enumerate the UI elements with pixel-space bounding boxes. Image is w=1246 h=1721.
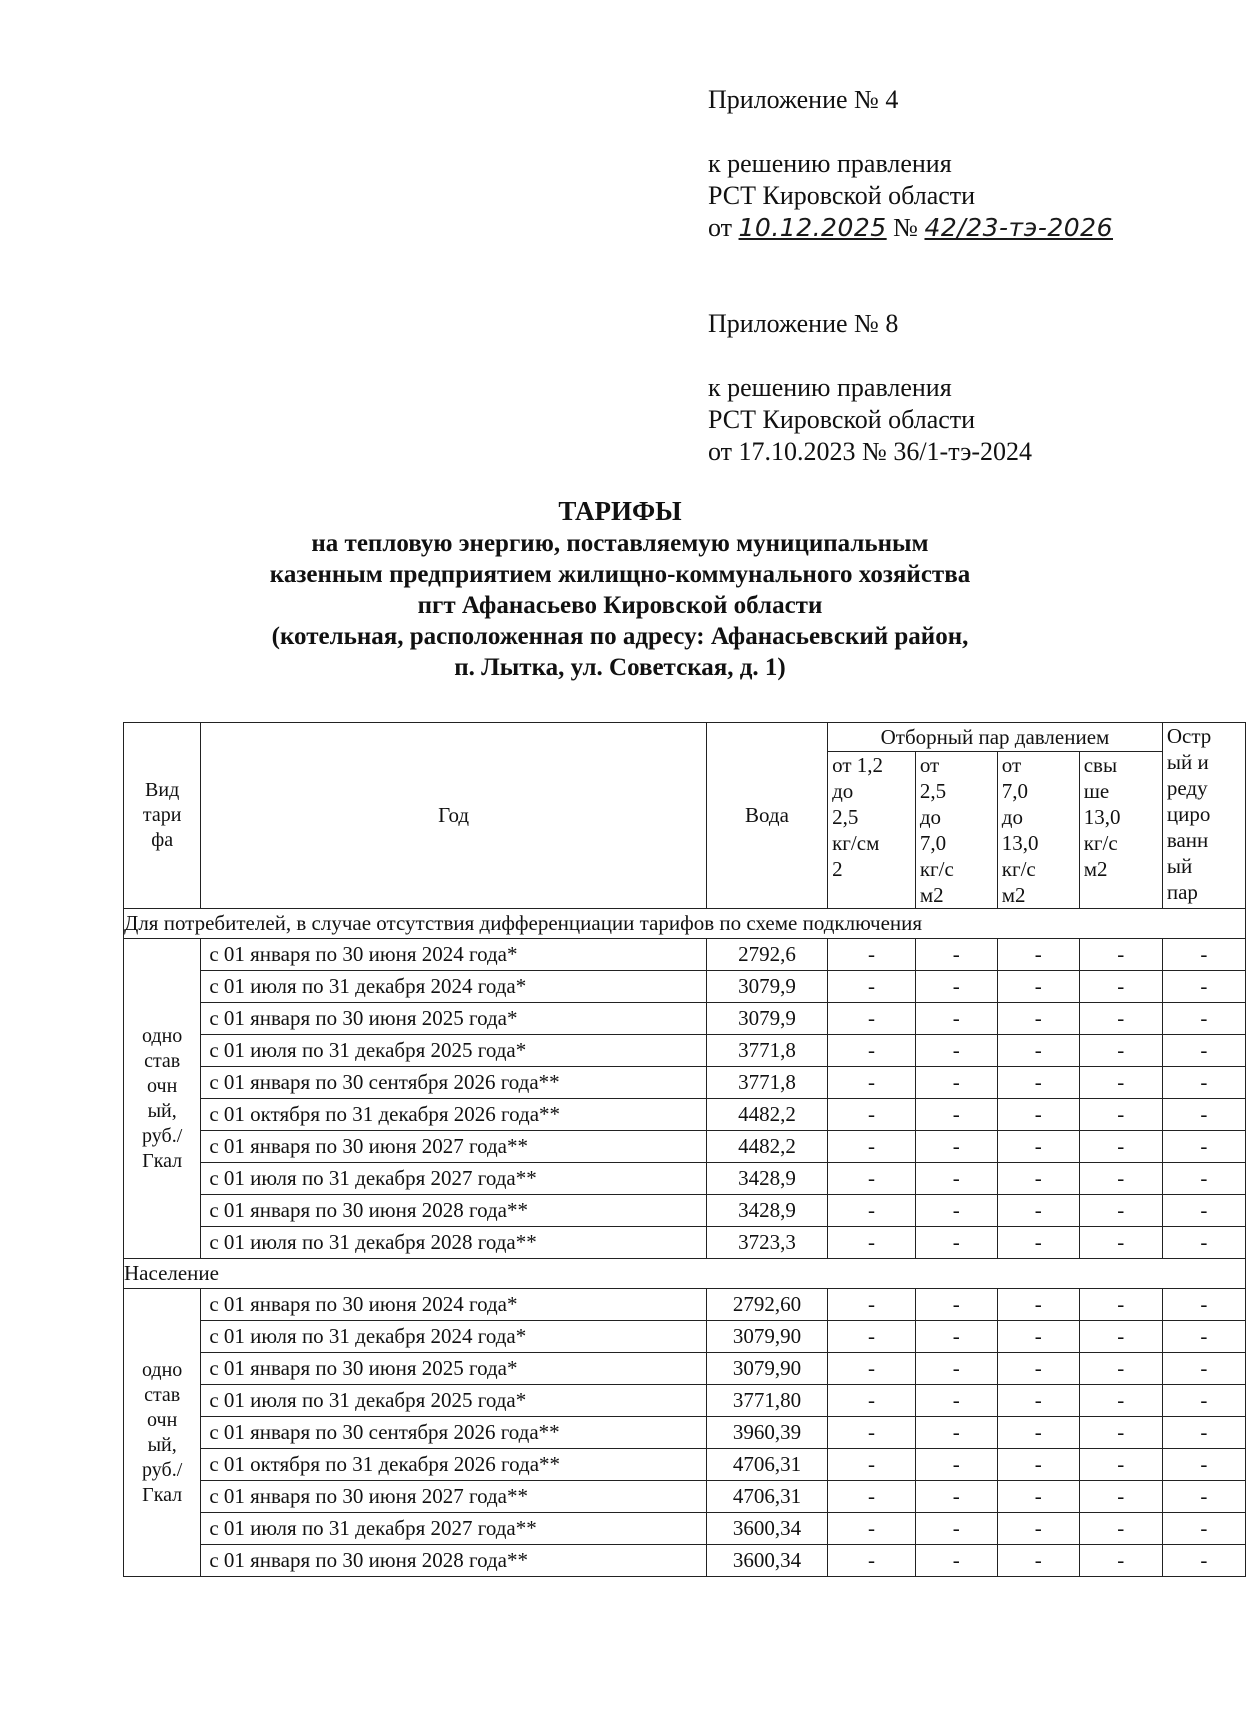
dash-cell: -: [1079, 1035, 1162, 1067]
dash-cell: -: [828, 1417, 916, 1449]
dash-cell: -: [1079, 1289, 1162, 1321]
table-row: [124, 939, 1246, 971]
number-prefix: №: [893, 213, 918, 242]
header-sharp-steam: Остр ый и реду циро ванн ый пар: [1162, 723, 1245, 909]
dash-cell: -: [1162, 1417, 1245, 1449]
dash-cell: -: [915, 971, 997, 1003]
dash-cell: -: [915, 1099, 997, 1131]
dash-cell: -: [828, 1289, 916, 1321]
water-value-cell: 3771,8: [706, 1035, 827, 1067]
dash-cell: -: [1162, 1003, 1245, 1035]
period-cell: с 01 января по 30 июня 2025 года*: [201, 1003, 707, 1035]
dash-cell: -: [1162, 939, 1245, 971]
dash-cell: -: [997, 1067, 1079, 1099]
header-steam-group: Отборный пар давлением: [828, 723, 1163, 752]
dash-cell: -: [997, 1321, 1079, 1353]
dash-cell: -: [828, 1481, 916, 1513]
dash-cell: -: [1162, 1067, 1245, 1099]
dash-cell: -: [915, 1289, 997, 1321]
water-value-cell: 3600,34: [706, 1513, 827, 1545]
dash-cell: -: [1162, 1099, 1245, 1131]
dash-cell: -: [1079, 1003, 1162, 1035]
dash-cell: -: [1079, 1067, 1162, 1099]
dash-cell: -: [997, 1099, 1079, 1131]
dash-cell: -: [1162, 1385, 1245, 1417]
water-value-cell: 2792,60: [706, 1289, 827, 1321]
dash-cell: -: [1079, 1417, 1162, 1449]
table-row: [124, 1035, 1246, 1067]
dash-cell: -: [1079, 1321, 1162, 1353]
period-cell: с 01 января по 30 июня 2028 года**: [201, 1195, 707, 1227]
dash-cell: -: [997, 1385, 1079, 1417]
dash-cell: -: [1162, 1289, 1245, 1321]
table-row: [124, 1449, 1246, 1481]
water-value-cell: 3428,9: [706, 1195, 827, 1227]
header-steam-1: от 1,2 до 2,5 кг/см 2: [828, 752, 916, 909]
dash-cell: -: [828, 971, 916, 1003]
table-row: [124, 1385, 1246, 1417]
dash-cell: -: [1162, 1227, 1245, 1259]
dash-cell: -: [1079, 1195, 1162, 1227]
tariff-kind-line: одно: [142, 1024, 183, 1047]
dash-cell: -: [1162, 1195, 1245, 1227]
table-row: [124, 1131, 1246, 1163]
dash-cell: -: [997, 971, 1079, 1003]
dash-cell: -: [997, 939, 1079, 971]
dash-cell: -: [997, 1545, 1079, 1577]
table-row: [124, 1195, 1246, 1227]
dash-cell: -: [828, 1227, 916, 1259]
period-cell: с 01 января по 30 сентября 2026 года**: [201, 1067, 707, 1099]
dash-cell: -: [828, 1449, 916, 1481]
period-cell: с 01 октября по 31 декабря 2026 года**: [201, 1449, 707, 1481]
dash-cell: -: [915, 1353, 997, 1385]
dash-cell: -: [1162, 1035, 1245, 1067]
dash-cell: -: [915, 1449, 997, 1481]
dash-cell: -: [997, 1481, 1079, 1513]
heading-line5: п. Лытка, ул. Советская, д. 1): [454, 654, 786, 681]
period-cell: с 01 января по 30 сентября 2026 года**: [201, 1417, 707, 1449]
dash-cell: -: [997, 1195, 1079, 1227]
table-row: [124, 1067, 1246, 1099]
date-prefix: от: [708, 213, 733, 242]
water-value-cell: 3771,8: [706, 1067, 827, 1099]
dash-cell: -: [997, 1131, 1079, 1163]
table-row: [124, 1227, 1246, 1259]
dash-cell: -: [1162, 1449, 1245, 1481]
dash-cell: -: [1079, 1099, 1162, 1131]
dash-cell: -: [828, 1131, 916, 1163]
water-value-cell: 3960,39: [706, 1417, 827, 1449]
header-steam-3: от 7,0 до 13,0 кг/с м2: [997, 752, 1079, 909]
section-label: Для потребителей, в случае отсутствия дифференциации тарифов по схеме подключения: [124, 909, 1246, 939]
appendix-4-ref-line1: к решению правления: [708, 149, 952, 178]
tariff-kind-line: одно: [142, 1358, 183, 1381]
table-row: [124, 1481, 1246, 1513]
dash-cell: -: [997, 1163, 1079, 1195]
appendix-8-reference: [708, 372, 1032, 468]
tariffs-table: [123, 722, 1246, 1577]
dash-cell: -: [915, 1385, 997, 1417]
dash-cell: -: [1079, 1131, 1162, 1163]
water-value-cell: 4482,2: [706, 1131, 827, 1163]
dash-cell: -: [915, 1131, 997, 1163]
period-cell: с 01 января по 30 июня 2024 года*: [201, 1289, 707, 1321]
tariff-kind-line: ый,: [147, 1433, 177, 1456]
water-value-cell: 3079,90: [706, 1353, 827, 1385]
tariff-kind-cell: [124, 1289, 201, 1577]
tariff-kind-cell: [124, 939, 201, 1259]
dash-cell: -: [828, 1321, 916, 1353]
period-cell: с 01 октября по 31 декабря 2026 года**: [201, 1099, 707, 1131]
dash-cell: -: [915, 939, 997, 971]
dash-cell: -: [828, 1195, 916, 1227]
water-value-cell: 4706,31: [706, 1449, 827, 1481]
header-steam-4: свы ше 13,0 кг/с м2: [1079, 752, 1162, 909]
table-row: [124, 1417, 1246, 1449]
appendix-4-title: Приложение № 4: [708, 85, 899, 114]
dash-cell: -: [915, 1513, 997, 1545]
dash-cell: -: [1079, 1385, 1162, 1417]
dash-cell: -: [915, 1417, 997, 1449]
dash-cell: -: [915, 1195, 997, 1227]
dash-cell: -: [1162, 1131, 1245, 1163]
dash-cell: -: [828, 1385, 916, 1417]
tariff-kind-line: ый,: [147, 1099, 177, 1122]
period-cell: с 01 января по 30 июня 2027 года**: [201, 1481, 707, 1513]
period-cell: с 01 января по 30 июня 2027 года**: [201, 1131, 707, 1163]
tariff-kind-line: став: [144, 1049, 181, 1072]
table-row: [124, 1353, 1246, 1385]
appendix-8-title: Приложение № 8: [708, 309, 899, 338]
water-value-cell: 2792,6: [706, 939, 827, 971]
section-label: Население: [124, 1259, 1246, 1289]
appendix-4-ref-line2: РСТ Кировской области: [708, 181, 976, 210]
dash-cell: -: [828, 1545, 916, 1577]
header-year: Год: [201, 723, 707, 909]
heading-line4: (котельная, расположенная по адресу: Афанасьевский район,: [271, 623, 969, 650]
heading-line3: пгт Афанасьево Кировской области: [417, 592, 823, 619]
header-water: Вода: [706, 723, 827, 909]
period-cell: с 01 июля по 31 декабря 2024 года*: [201, 1321, 707, 1353]
dash-cell: -: [915, 1227, 997, 1259]
dash-cell: -: [915, 1035, 997, 1067]
dash-cell: -: [997, 1003, 1079, 1035]
dash-cell: -: [1079, 1545, 1162, 1577]
header-row-1: [124, 723, 1246, 752]
tariff-kind-line: Гкал: [142, 1149, 183, 1172]
appendix-8-ref-line2: РСТ Кировской области: [708, 405, 976, 434]
handwritten-date: 10.12.2025: [738, 213, 887, 242]
dash-cell: -: [1079, 1227, 1162, 1259]
dash-cell: -: [828, 1099, 916, 1131]
dash-cell: -: [1079, 1513, 1162, 1545]
dash-cell: -: [997, 1513, 1079, 1545]
dash-cell: -: [997, 1353, 1079, 1385]
period-cell: с 01 июля по 31 декабря 2025 года*: [201, 1035, 707, 1067]
appendix-4-block: [708, 84, 898, 116]
water-value-cell: 3600,34: [706, 1545, 827, 1577]
dash-cell: -: [1162, 1163, 1245, 1195]
dash-cell: -: [915, 1545, 997, 1577]
period-cell: с 01 июля по 31 декабря 2024 года*: [201, 971, 707, 1003]
tariff-kind-line: руб./: [142, 1458, 183, 1481]
heading-line2: казенным предприятием жилищно-коммунального хозяйства: [269, 561, 971, 588]
water-value-cell: 3079,90: [706, 1321, 827, 1353]
dash-cell: -: [828, 1003, 916, 1035]
period-cell: с 01 июля по 31 декабря 2028 года**: [201, 1227, 707, 1259]
dash-cell: -: [1162, 1353, 1245, 1385]
tariff-kind-line: очн: [147, 1408, 178, 1431]
period-cell: с 01 июля по 31 декабря 2027 года**: [201, 1513, 707, 1545]
dash-cell: -: [1079, 1449, 1162, 1481]
table-row: [124, 1545, 1246, 1577]
table-row: [124, 1289, 1246, 1321]
water-value-cell: 3079,9: [706, 971, 827, 1003]
dash-cell: -: [915, 1321, 997, 1353]
dash-cell: -: [1162, 971, 1245, 1003]
dash-cell: -: [997, 1449, 1079, 1481]
dash-cell: -: [828, 1163, 916, 1195]
water-value-cell: 3723,3: [706, 1227, 827, 1259]
dash-cell: -: [915, 1067, 997, 1099]
appendix-8-block: [708, 308, 898, 340]
dash-cell: -: [997, 1227, 1079, 1259]
dash-cell: -: [997, 1035, 1079, 1067]
dash-cell: -: [828, 1067, 916, 1099]
appendix-8-ref-line3: от 17.10.2023 № 36/1-тэ-2024: [708, 437, 1033, 466]
water-value-cell: 3079,9: [706, 1003, 827, 1035]
dash-cell: -: [1079, 1481, 1162, 1513]
header-kind: Вид тари фа: [124, 723, 201, 909]
appendix-4-date-line: [708, 212, 1113, 244]
period-cell: с 01 июля по 31 декабря 2027 года**: [201, 1163, 707, 1195]
tariff-kind-line: руб./: [142, 1124, 183, 1147]
dash-cell: -: [1079, 1163, 1162, 1195]
water-value-cell: 3428,9: [706, 1163, 827, 1195]
dash-cell: -: [828, 1353, 916, 1385]
dash-cell: -: [1079, 939, 1162, 971]
section-header-row: [124, 909, 1246, 939]
period-cell: с 01 января по 30 июня 2025 года*: [201, 1353, 707, 1385]
table-row: [124, 1321, 1246, 1353]
tariff-kind-line: став: [144, 1383, 181, 1406]
dash-cell: -: [828, 939, 916, 971]
dash-cell: -: [828, 1513, 916, 1545]
period-cell: с 01 июля по 31 декабря 2025 года*: [201, 1385, 707, 1417]
table-row: [124, 1099, 1246, 1131]
water-value-cell: 4706,31: [706, 1481, 827, 1513]
water-value-cell: 3771,80: [706, 1385, 827, 1417]
dash-cell: -: [915, 1163, 997, 1195]
table-row: [124, 971, 1246, 1003]
water-value-cell: 4482,2: [706, 1099, 827, 1131]
section-header-row: [124, 1259, 1246, 1289]
dash-cell: -: [997, 1289, 1079, 1321]
dash-cell: -: [1162, 1513, 1245, 1545]
header-steam-2: от 2,5 до 7,0 кг/с м2: [915, 752, 997, 909]
dash-cell: -: [1162, 1321, 1245, 1353]
table-row: [124, 1163, 1246, 1195]
appendix-4-reference: [708, 148, 1113, 244]
period-cell: с 01 января по 30 июня 2024 года*: [201, 939, 707, 971]
dash-cell: -: [1079, 971, 1162, 1003]
appendix-8-ref-line1: к решению правления: [708, 373, 952, 402]
handwritten-number: 42/23-тэ-2026: [924, 213, 1113, 242]
tariff-kind-line: очн: [147, 1074, 178, 1097]
table-row: [124, 1513, 1246, 1545]
dash-cell: -: [1162, 1481, 1245, 1513]
period-cell: с 01 января по 30 июня 2028 года**: [201, 1545, 707, 1577]
dash-cell: -: [1079, 1353, 1162, 1385]
dash-cell: -: [915, 1481, 997, 1513]
dash-cell: -: [915, 1003, 997, 1035]
heading-title: ТАРИФЫ: [558, 496, 682, 526]
dash-cell: -: [828, 1035, 916, 1067]
tariff-kind-line: Гкал: [142, 1483, 183, 1506]
table-row: [124, 1003, 1246, 1035]
dash-cell: -: [1162, 1545, 1245, 1577]
dash-cell: -: [997, 1417, 1079, 1449]
heading-line1: на тепловую энергию, поставляемую муниципальным: [311, 530, 929, 557]
document-heading: [120, 494, 1120, 683]
